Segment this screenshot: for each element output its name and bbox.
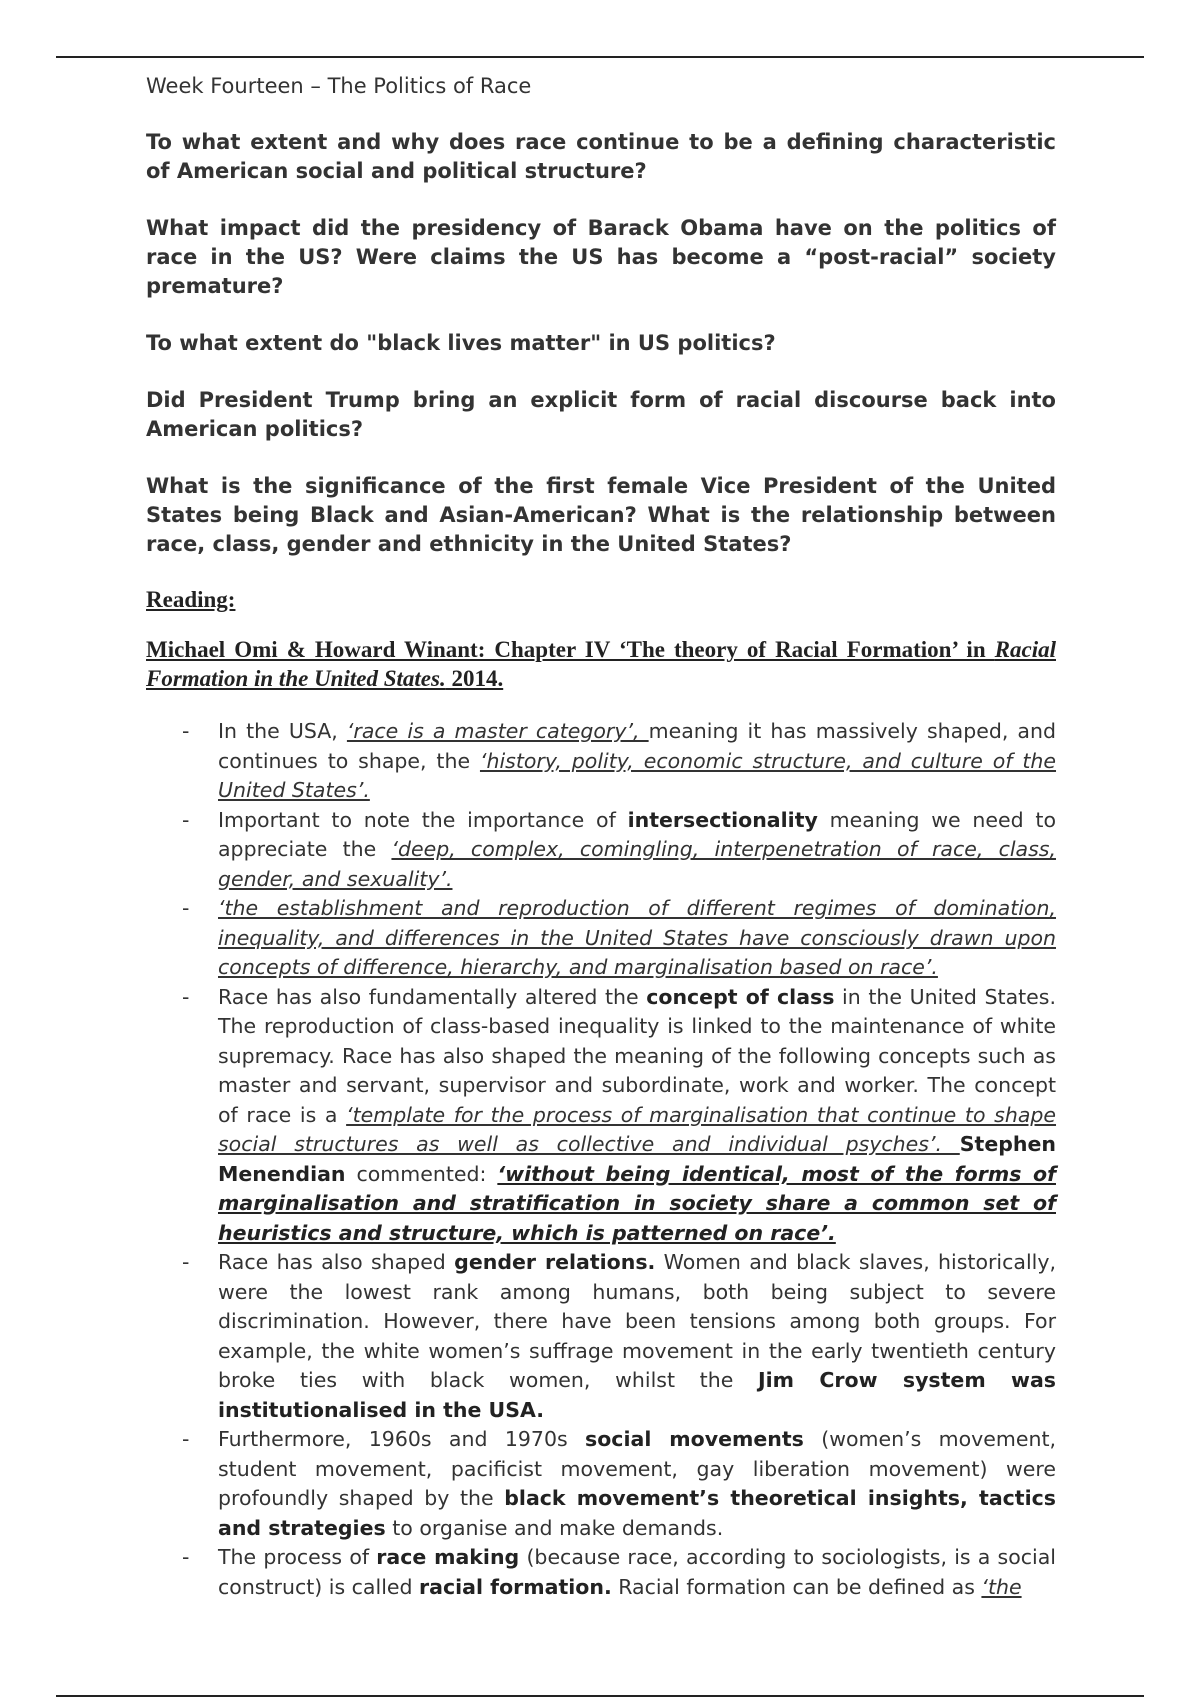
bullet-bold: social movements bbox=[585, 1427, 804, 1451]
list-item bbox=[146, 717, 1056, 806]
question-3: To what extent do "black lives matter" in US politics? bbox=[146, 331, 776, 355]
bullet-dash: - bbox=[182, 984, 190, 1009]
bullet-bold: gender relations. bbox=[454, 1250, 656, 1274]
bullet-text: In the USA, bbox=[218, 719, 347, 743]
bullet-text: Race has also fundamentally altered the bbox=[218, 984, 647, 1009]
bottom-rule bbox=[56, 1695, 1144, 1697]
bullet-quote: ‘template for the process of marginalisation that continue to shape social structures as well as collective and individual psyches’. bbox=[218, 1102, 1057, 1156]
list-item bbox=[146, 806, 1056, 895]
bullet-bold: Stephen Menendian bbox=[218, 1132, 1056, 1186]
bullet-dash: - bbox=[182, 1545, 190, 1569]
bullet-quote: ‘history, polity, economic structure, and culture of the United States’. bbox=[218, 748, 1057, 802]
bullet-bold-quote: ‘without being identical, most of the forms of marginalisation and stratification in society share a common set of heuristics and structure, which is patterned on race’. bbox=[218, 1161, 1056, 1245]
list-item bbox=[146, 1425, 1056, 1543]
document-page bbox=[146, 72, 1056, 1602]
source-main: Michael Omi & Howard Winant: Chapter IV ‘The theory of Racial Formation’ in bbox=[146, 637, 995, 662]
source-book: Racial Formation in the United States. bbox=[146, 637, 1056, 691]
bullet-text: (women’s movement, student movement, pacificist movement, gay liberation movement) were profoundly shaped by the bbox=[218, 1427, 1056, 1510]
question-5: What is the significance of the first female Vice President of the United States being Black and Asian-American? What is the relationship between race, class, gender and ethnicity in the United States? bbox=[146, 474, 1056, 556]
bullet-text: meaning it has massively shaped, and continues to shape, the bbox=[218, 719, 1057, 773]
week-title: Week Fourteen – The Politics of Race bbox=[146, 74, 532, 98]
bullet-text: Furthermore, 1960s and 1970s bbox=[218, 1427, 586, 1451]
bullet-text: to organise and make demands. bbox=[385, 1515, 724, 1540]
bullet-text: Racial formation can be defined as bbox=[611, 1574, 982, 1599]
bullet-quote: ‘race is a master category’, bbox=[346, 719, 649, 743]
list-item bbox=[146, 983, 1056, 1249]
bullet-bold: racial formation. bbox=[419, 1574, 612, 1599]
bullet-text: (because race, according to sociologists, is a social construct) is called bbox=[218, 1545, 1056, 1599]
source-year: 2014. bbox=[445, 666, 504, 691]
question-2: What impact did the presidency of Barack Obama have on the politics of race in the US? Were claims the US has become a “post-racial” society premature? bbox=[146, 216, 1056, 298]
top-rule bbox=[56, 56, 1144, 58]
bullet-bold: intersectionality bbox=[627, 807, 818, 832]
bullet-text: Women and black slaves, historically, were the lowest rank among humans, both being subject to severe discrimination. However, there have been tensions among both groups. For example, the white women’s suffrage movement in the early twentieth century broke ties with black women, whilst the bbox=[218, 1250, 1056, 1392]
reading-source bbox=[146, 635, 1056, 693]
bullet-dash: - bbox=[182, 896, 190, 920]
bullet-quote: ‘the bbox=[981, 1574, 1022, 1599]
bullet-quote: ‘the establishment and reproduction of different regimes of domination, inequality, and differences in the United States have consciously drawn upon concepts of difference, hierarchy, and marginalisation based on race’. bbox=[218, 896, 1056, 979]
list-item bbox=[146, 1543, 1056, 1602]
question-1: To what extent and why does race continue to be a defining characteristic of American social and political structure? bbox=[146, 130, 1056, 183]
notes-list bbox=[146, 717, 1056, 1602]
question-4: Did President Trump bring an explicit form of racial discourse back into American politics? bbox=[146, 388, 1056, 441]
bullet-text: Race has also shaped bbox=[218, 1250, 455, 1274]
list-item bbox=[146, 1248, 1056, 1425]
bullet-bold: race making bbox=[376, 1545, 520, 1569]
bullet-text: meaning we need to appreciate the bbox=[218, 807, 1057, 861]
reading-heading: Reading: bbox=[146, 587, 236, 612]
bullet-dash: - bbox=[182, 807, 190, 832]
bullet-bold: concept of class bbox=[646, 984, 835, 1009]
bullet-text: The process of bbox=[218, 1545, 377, 1569]
bullet-bold: black movement’s theoretical insights, tactics and strategies bbox=[218, 1486, 1056, 1540]
bullet-text: Important to note the importance of bbox=[218, 807, 628, 832]
bullet-dash: - bbox=[182, 719, 190, 743]
bullet-quote: ‘deep, complex, comingling, interpenetration of race, class, gender, and sexuality’. bbox=[218, 837, 1056, 891]
bullet-text: in the United States. The reproduction of class-based inequality is linked to the maintenance of white supremacy. Race has also shaped the meaning of the following concepts such as master and servant, supervisor and subordinate, work and worker. The concept of race is a bbox=[218, 984, 1056, 1127]
bullet-dash: - bbox=[182, 1250, 190, 1274]
bullet-text: commented: bbox=[345, 1161, 498, 1186]
list-item bbox=[146, 894, 1056, 983]
bullet-bold: Jim Crow system was institutionalised in the USA. bbox=[218, 1368, 1056, 1422]
bullet-dash: - bbox=[182, 1427, 190, 1451]
